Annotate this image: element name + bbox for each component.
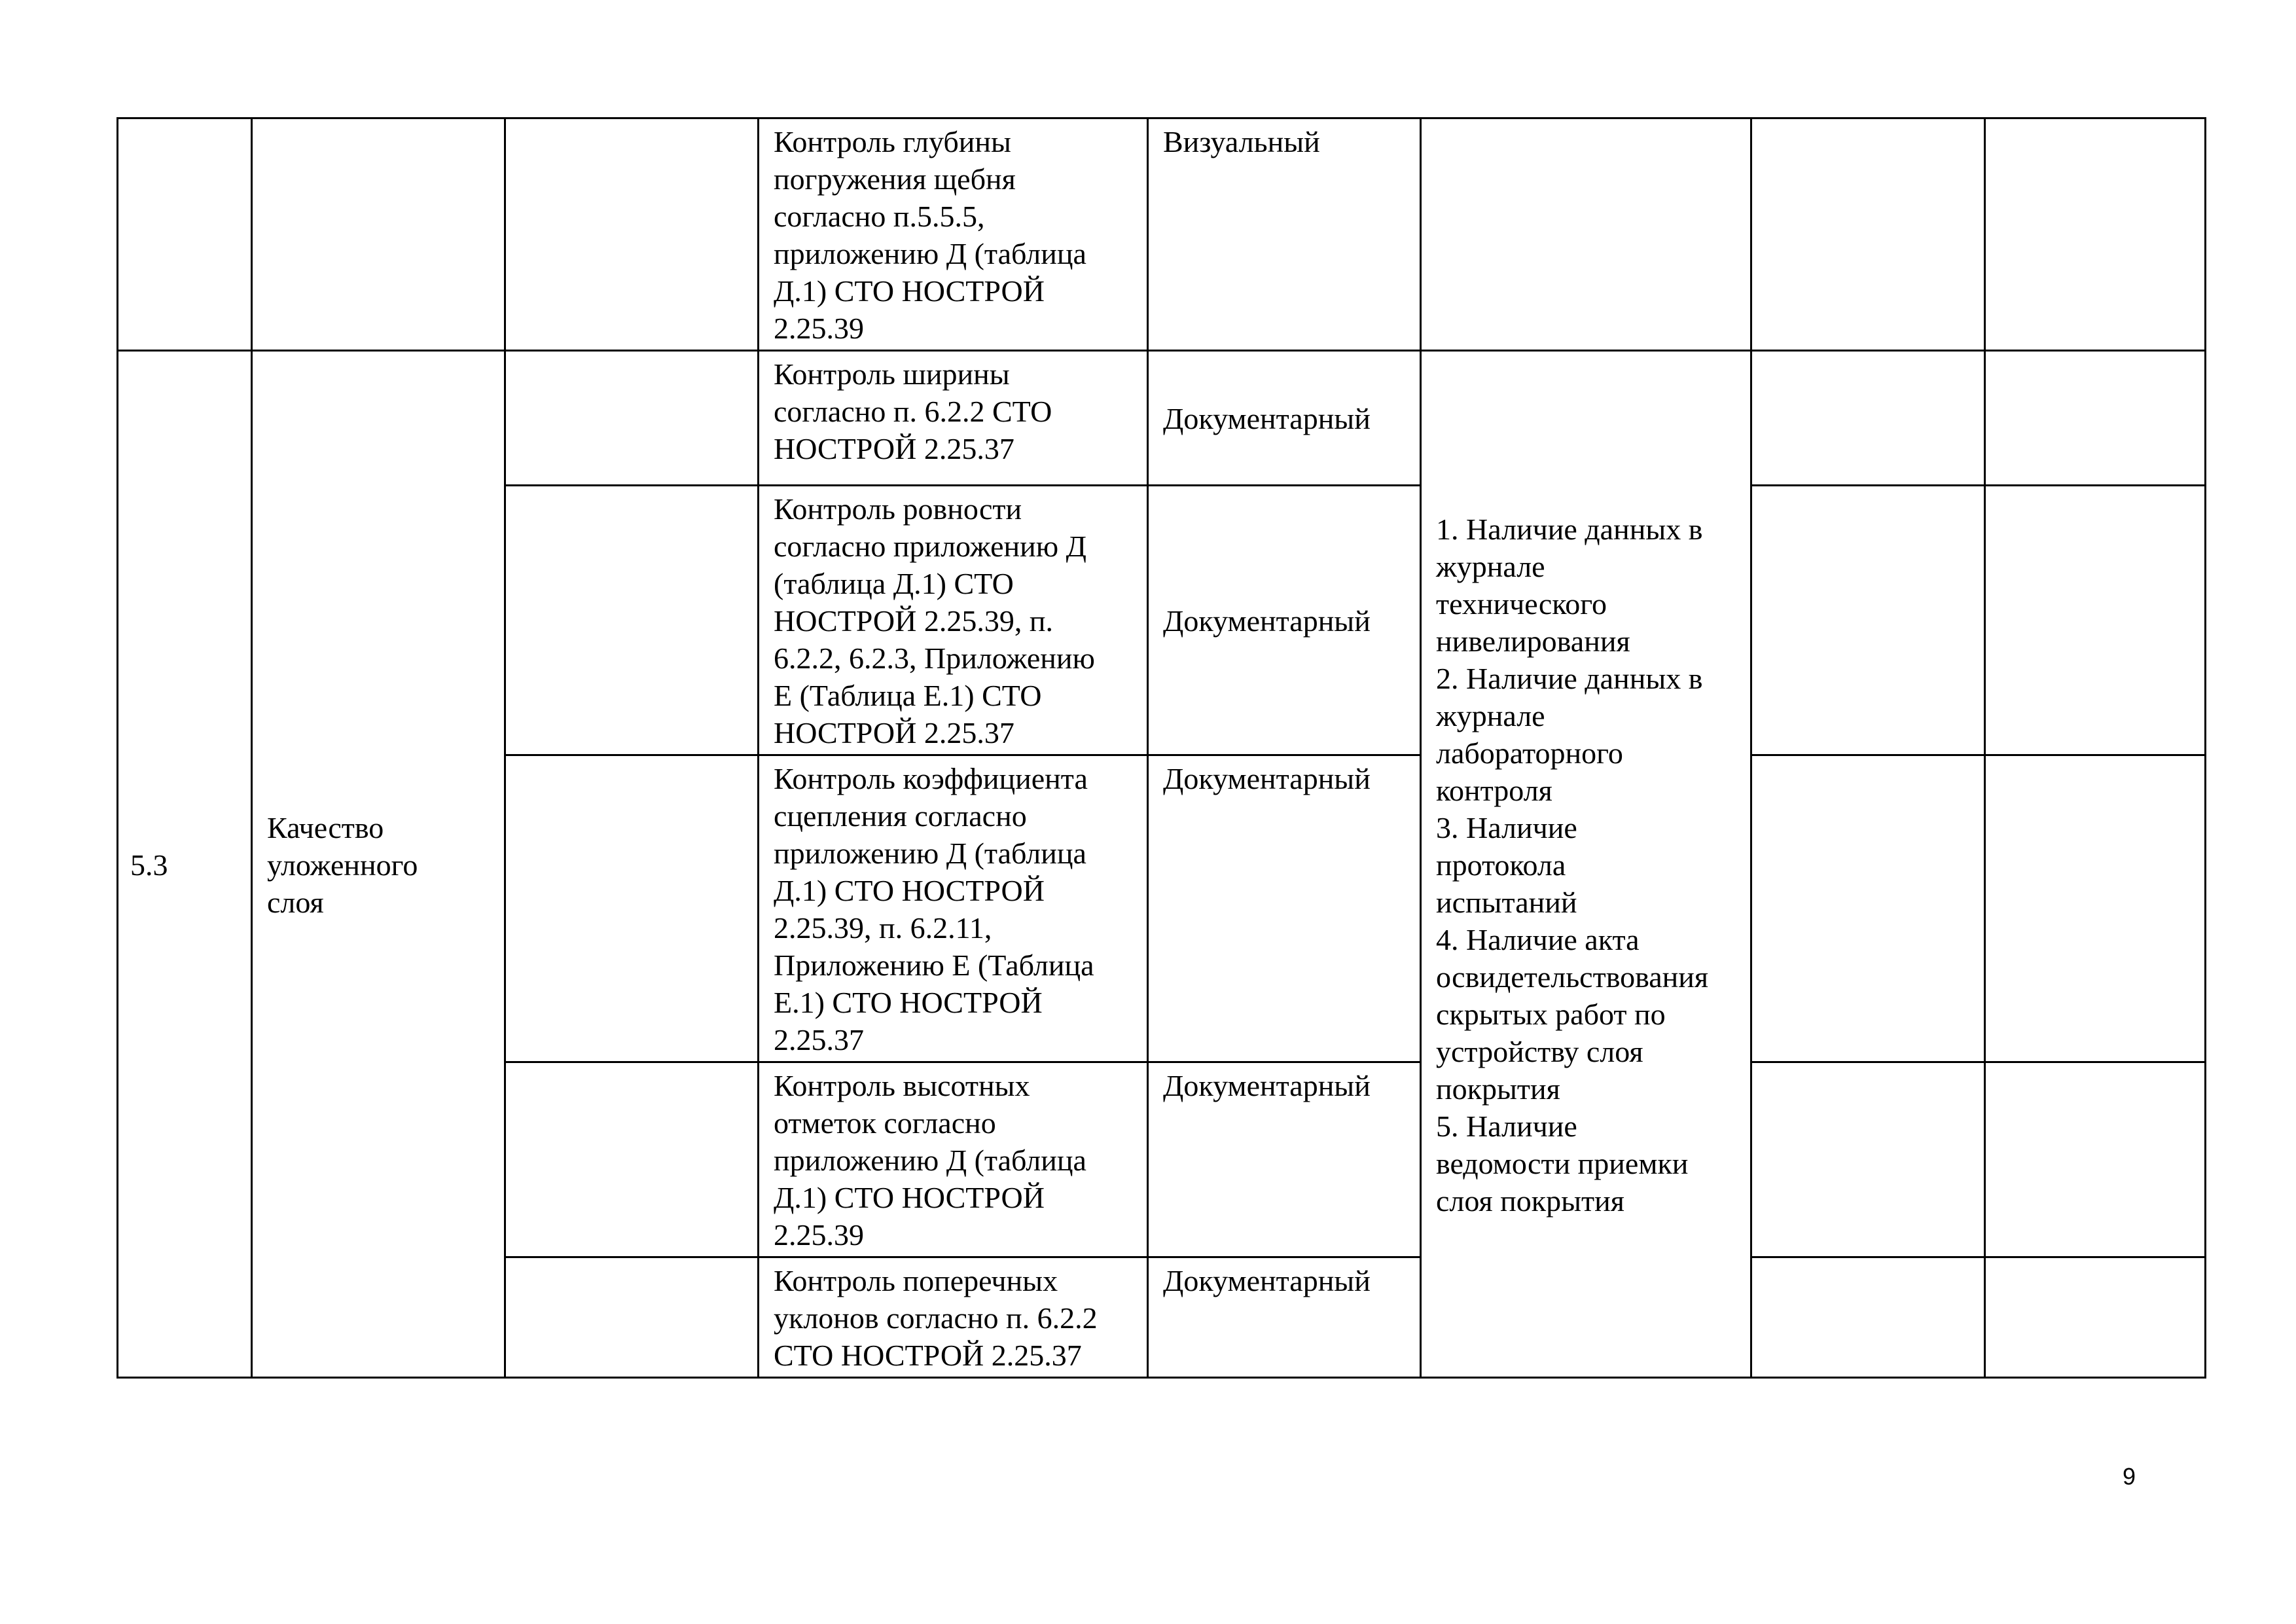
section-title-cell: Качество уложенного слоя [252, 351, 505, 1378]
blank-cell [505, 755, 759, 1062]
control-cell: Контроль глубины погружения щебня согласно п.5.5.5, приложению Д (таблица Д.1) СТО НОСТРОЙ 2.25.39 [759, 118, 1148, 351]
blank-cell [1751, 755, 1985, 1062]
page-number: 9 [2123, 1463, 2136, 1490]
method-cell: Визуальный [1148, 118, 1421, 351]
method-cell: Документарный [1148, 755, 1421, 1062]
blank-cell [1751, 1257, 1985, 1378]
blank-cell [1751, 1062, 1985, 1257]
blank-cell [1751, 486, 1985, 755]
section-number-cell: 5.3 [118, 351, 252, 1378]
blank-cell [505, 1257, 759, 1378]
blank-cell [505, 118, 759, 351]
blank-cell [505, 1062, 759, 1257]
control-cell: Контроль поперечных уклонов согласно п. 6.2.2 СТО НОСТРОЙ 2.25.37 [759, 1257, 1148, 1378]
blank-cell [1985, 351, 2206, 486]
control-cell: Контроль ширины согласно п. 6.2.2 СТО НОСТРОЙ 2.25.37 [759, 351, 1148, 486]
method-cell: Документарный [1148, 1257, 1421, 1378]
control-cell: Контроль коэффициента сцепления согласно приложению Д (таблица Д.1) СТО НОСТРОЙ 2.25.39, п. 6.2.11, Приложению Е (Таблица Е.1) СТО НОСТРОЙ 2.25.37 [759, 755, 1148, 1062]
control-cell: Контроль высотных отметок согласно приложению Д (таблица Д.1) СТО НОСТРОЙ 2.25.39 [759, 1062, 1148, 1257]
blank-cell [1751, 118, 1985, 351]
blank-cell [1985, 755, 2206, 1062]
table-row [118, 351, 2206, 486]
method-cell: Документарный [1148, 1062, 1421, 1257]
documents-cell [1421, 118, 1751, 351]
method-cell: Документарный [1148, 351, 1421, 486]
blank-cell [1751, 351, 1985, 486]
table-row [118, 118, 2206, 351]
inspection-table [117, 117, 2206, 1379]
documents-cell: 1. Наличие данных в журнале технического нивелирования 2. Наличие данных в журнале лабораторного контроля 3. Наличие протокола испытаний 4. Наличие акта освидетельствования скрытых работ по устройству слоя покрытия 5. Наличие ведомости приемки слоя покрытия [1421, 351, 1751, 1378]
blank-cell [1985, 486, 2206, 755]
number-cell [118, 118, 252, 351]
blank-cell [1985, 118, 2206, 351]
title-cell [252, 118, 505, 351]
method-cell: Документарный [1148, 486, 1421, 755]
blank-cell [505, 486, 759, 755]
control-cell: Контроль ровности согласно приложению Д (таблица Д.1) СТО НОСТРОЙ 2.25.39, п. 6.2.2, 6.2.3, Приложению Е (Таблица Е.1) СТО НОСТРОЙ 2.25.37 [759, 486, 1148, 755]
blank-cell [1985, 1062, 2206, 1257]
blank-cell [505, 351, 759, 486]
blank-cell [1985, 1257, 2206, 1378]
